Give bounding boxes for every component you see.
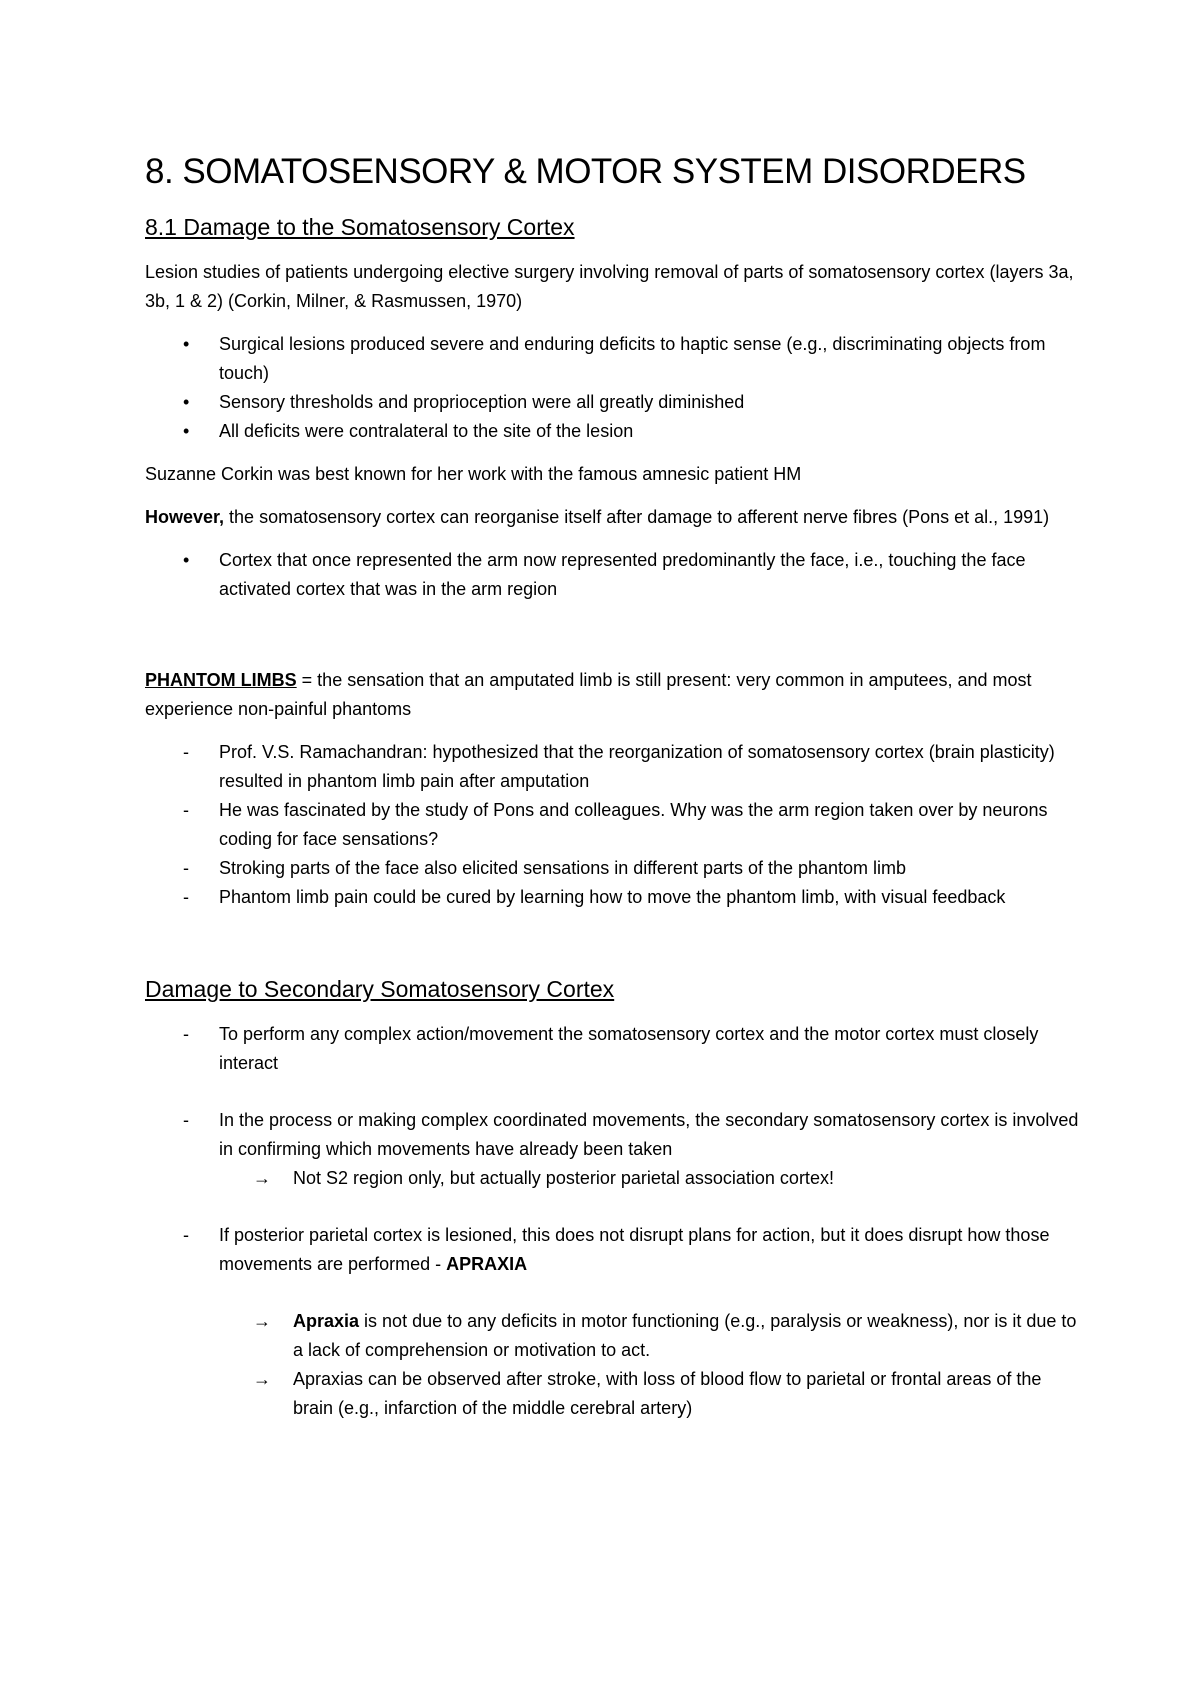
list-item: → Apraxias can be observed after stroke, with loss of blood flow to parietal or frontal areas of the brain (e.g., infarction of the middle cerebral artery) xyxy=(145,1365,1080,1423)
list-item: - To perform any complex action/movement the somatosensory cortex and the motor cortex must closely interact xyxy=(145,1020,1080,1078)
list-item: - He was fascinated by the study of Pons and colleagues. Why was the arm region taken over by neurons coding for face sensations? xyxy=(145,796,1080,854)
phantom-limbs-definition: = the sensation that an amputated limb is still present: very common in amputees, and most experience non-painful phantoms xyxy=(145,670,1032,719)
apraxia-intro-text: If posterior parietal cortex is lesioned, this does not disrupt plans for action, but it does disrupt how those movements are performed - xyxy=(219,1225,1050,1274)
list-item: → Not S2 region only, but actually posterior parietal association cortex! xyxy=(145,1164,1080,1193)
apraxia-term: Apraxia xyxy=(293,1311,360,1331)
however-text: the somatosensory cortex can reorganise itself after damage to afferent nerve fibres (Pons et al., 1991) xyxy=(224,507,1050,527)
spacer xyxy=(145,1207,1080,1221)
lesion-findings-list xyxy=(145,330,1080,446)
apraxia-description: is not due to any deficits in motor functioning (e.g., paralysis or weakness), nor is it due to a lack of comprehension or motivation to act. xyxy=(293,1311,1077,1360)
list-item: - In the process or making complex coordinated movements, the secondary somatosensory cortex is involved in confirming which movements have already been taken xyxy=(145,1106,1080,1164)
spacer xyxy=(145,1092,1080,1106)
list-item: • All deficits were contralateral to the site of the lesion xyxy=(145,417,1080,446)
spacer xyxy=(145,1293,1080,1307)
page-title: 8. SOMATOSENSORY & MOTOR SYSTEM DISORDERS xyxy=(145,152,1026,191)
list-item: • Surgical lesions produced severe and enduring deficits to haptic sense (e.g., discriminating objects from touch) xyxy=(145,330,1080,388)
spacer xyxy=(145,926,1080,974)
list-item: • Sensory thresholds and proprioception were all greatly diminished xyxy=(145,388,1080,417)
list-item: - Phantom limb pain could be cured by learning how to move the phantom limb, with visual feedback xyxy=(145,883,1080,912)
section-heading-damage-somatosensory: 8.1 Damage to the Somatosensory Cortex xyxy=(145,214,575,240)
list-item xyxy=(145,1221,1080,1279)
list-item: - Prof. V.S. Ramachandran: hypothesized that the reorganization of somatosensory cortex (brain plasticity) resulted in phantom limb pain after amputation xyxy=(145,738,1080,796)
list-item: • Cortex that once represented the arm now represented predominantly the face, i.e., touching the face activated cortex that was in the arm region xyxy=(145,546,1080,604)
list-item xyxy=(145,1307,1080,1365)
secondary-list-2 xyxy=(145,1106,1080,1193)
section-heading-secondary-somatosensory: Damage to Secondary Somatosensory Cortex xyxy=(145,976,615,1002)
apraxia-list xyxy=(145,1307,1080,1423)
corkin-paragraph: Suzanne Corkin was best known for her work with the famous amnesic patient HM xyxy=(145,464,802,484)
however-bold: However, xyxy=(145,507,225,527)
spacer xyxy=(145,618,1080,666)
secondary-list-1 xyxy=(145,1020,1080,1078)
phantom-limbs-paragraph xyxy=(145,666,1080,724)
reorganise-list xyxy=(145,546,1080,604)
phantom-limbs-list xyxy=(145,738,1080,912)
phantom-limbs-term: PHANTOM LIMBS xyxy=(145,670,297,690)
secondary-list-3 xyxy=(145,1221,1080,1279)
apraxia-bold: APRAXIA xyxy=(446,1254,528,1274)
reorganise-paragraph xyxy=(145,503,1080,532)
list-item: - Stroking parts of the face also elicited sensations in different parts of the phantom limb xyxy=(145,854,1080,883)
lesion-studies-paragraph: Lesion studies of patients undergoing elective surgery involving removal of parts of somatosensory cortex (layers 3a, 3b, 1 & 2) (Corkin, Milner, & Rasmussen, 1970) xyxy=(145,262,1074,311)
